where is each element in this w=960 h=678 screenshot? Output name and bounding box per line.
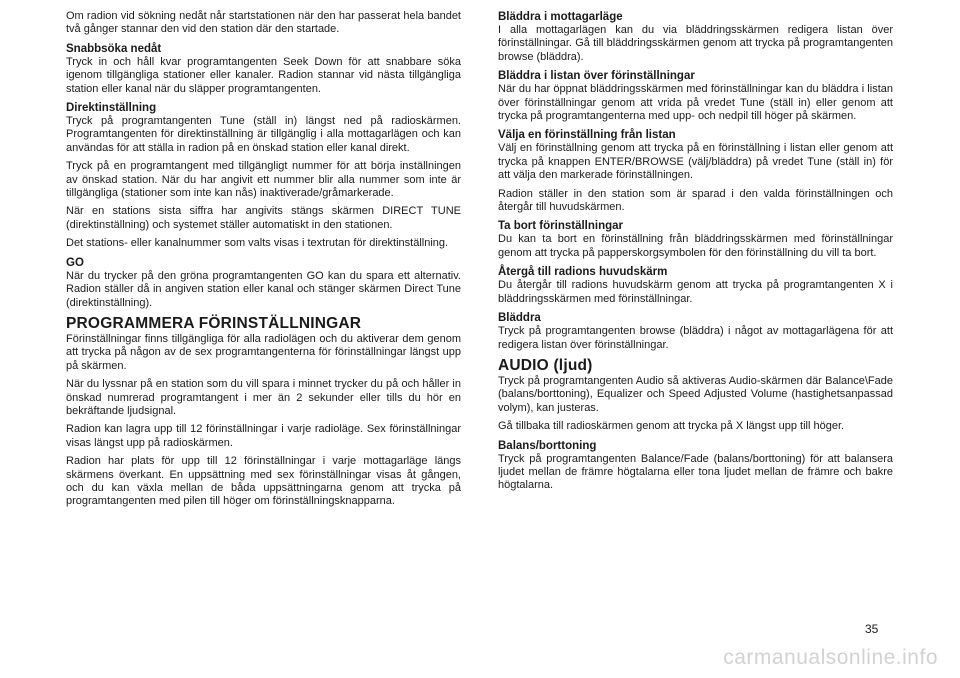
direct-tune-paragraph: När en stations sista siffra har angivits stängs skärmen DIRECT TUNE (direktinställning) och systemet ställer automatiskt in den stationen. — [66, 205, 461, 231]
presets-paragraph: Radion har plats för upp till 12 förinställningar i varje mottagarläge längs skärmens överkant. En uppsättning med sex förinställningar visas åt gången, och du kan växla mellan de båda uppsättningarna genom att trycka på programtangenten med pilen till höger om förinställningsknapparna. — [66, 455, 461, 508]
presets-section — [66, 315, 461, 509]
direct-tune-heading: Direktinställning — [66, 102, 157, 115]
seek-down-text: Tryck in och håll kvar programtangenten Seek Down för att snabbare söka igenom tillgängliga stationer eller kanaler. Radion stannar vid nästa tillgängliga station eller kanal när du släpper programtangenten. — [66, 55, 461, 95]
browse-receiver-text: I alla mottagarlägen kan du via bläddringsskärmen redigera listan över förinställningar. Gå till bläddringsskärmen genom att trycka på programtangenten browse (bläddra). — [498, 24, 893, 63]
balance-text: Tryck på programtangenten Balance/Fade (balans/borttoning) för att balansera ljudet mellan de främre högtalarna eller tona ljudet mellan de främre och bakre högtalarna. — [498, 452, 893, 492]
return-main-heading: Återgå till radions huvudskärm — [498, 266, 668, 279]
browse-list-heading: Bläddra i listan över förinställningar — [498, 70, 695, 83]
balance-section — [498, 439, 893, 493]
browse-receiver-section — [498, 10, 893, 64]
go-heading: GO — [66, 256, 84, 269]
return-main-section — [498, 265, 893, 306]
direct-tune-section — [66, 101, 461, 251]
direct-tune-paragraph: Tryck på programtangenten Tune (ställ in) längst ned på radioskärmen. Programtangenten för direktinställning är tillgänglig i alla mottagarlägen och kan användas för att ställa in radion på en önskad station eller kanal direkt. — [66, 115, 461, 154]
watermark: carmanualsonline.info — [723, 646, 938, 669]
direct-tune-paragraph: Tryck på en programtangent med tillgängligt nummer för att börja inställningen av önskad station. När du har angivit ett nummer blir alla nummer som inte är tillgängliga (stationer som inte kan nås) inaktiverade/gråmarkerade. — [66, 160, 461, 200]
right-column — [498, 10, 893, 498]
seek-down-section — [66, 42, 461, 96]
select-preset-paragraph: Välj en förinställning genom att trycka på en förinställning i listan eller genom att trycka på knappen ENTER/BROWSE (välj/bläddra) på vredet Tune (ställ in) för att välja den markerade förinställningen. — [498, 142, 893, 182]
left-column — [66, 10, 461, 514]
select-preset-paragraph: Radion ställer in den station som är sparad i den valda förinställningen och återgår till huvudskärmen. — [498, 187, 893, 214]
browse-list-section — [498, 69, 893, 123]
direct-tune-paragraph: Det stations- eller kanalnummer som valts visas i textrutan för direktinställning. — [66, 237, 449, 250]
return-main-text: Du återgår till radions huvudskärm genom att trycka på programtangenten X i bläddringsskärmen med förinställningar. — [498, 279, 893, 305]
select-preset-heading: Välja en förinställning från listan — [498, 129, 676, 142]
delete-preset-heading: Ta bort förinställningar — [498, 220, 624, 233]
presets-paragraph: Radion kan lagra upp till 12 förinställningar i varje radioläge. Sex förinställningar visas längst upp på radioskärmen. — [66, 423, 461, 449]
delete-preset-section — [498, 219, 893, 260]
presets-paragraph: När du lyssnar på en station som du vill spara i minnet trycker du på och håller in önskad numrerad programtangent i mer än 2 sekunder eller tills du hör en bekräftande ljudsignal. — [66, 378, 461, 417]
browse-heading: Bläddra — [498, 312, 541, 325]
browse-receiver-heading: Bläddra i mottagarläge — [498, 11, 623, 23]
page-number: 35 — [865, 622, 879, 636]
select-preset-section — [498, 128, 893, 214]
go-text: När du trycker på den gröna programtangenten GO kan du spara ett alternativ. Radion ställer då in angiven station eller kanal och stänger skärmen Direct Tune (direktinställning). — [66, 269, 461, 309]
balance-heading: Balans/borttoning — [498, 439, 597, 452]
presets-paragraph: Förinställningar finns tillgängliga för alla radiolägen och du aktiverar dem genom att trycka på någon av de sex programtangenterna för förinställningar längst upp på skärmen. — [66, 332, 461, 372]
seek-down-heading: Snabbsöka nedåt — [66, 42, 162, 55]
delete-preset-text: Du kan ta bort en förinställning från bläddringsskärmen med förinställningar genom att trycka på papperskorgsymbolen för den förinställning du vill ta bort. — [498, 233, 893, 259]
browse-section — [498, 311, 893, 352]
audio-paragraph: Gå tillbaka till radioskärmen genom att trycka på X längst upp till höger. — [498, 420, 845, 433]
browse-text: Tryck på programtangenten browse (bläddra) i något av mottagarlägena för att redigera listan över förinställningar. — [498, 325, 893, 351]
intro-paragraph: Om radion vid sökning nedåt når startstationen när den har passerat hela bandet två gånger stannar den vid den station där den startade. — [66, 10, 461, 36]
go-section — [66, 256, 461, 310]
audio-section — [498, 357, 893, 434]
audio-paragraph: Tryck på programtangenten Audio så aktiveras Audio-skärmen där Balance\Fade (balans/borttoning), Equalizer och Speed Adjusted Volume (hastighetsanpassad volym), kan justeras. — [498, 374, 893, 414]
browse-list-text: När du har öppnat bläddringsskärmen med förinställningar kan du bläddra i listan över förinställningar genom att vrida på vredet Tune (ställ in) eller genom att trycka på programtangenterna med upp- och nedpil till höger på skärmen. — [498, 83, 893, 123]
presets-heading: PROGRAMMERA FÖRINSTÄLLNINGAR — [66, 314, 362, 332]
audio-heading: AUDIO (ljud) — [498, 356, 593, 374]
